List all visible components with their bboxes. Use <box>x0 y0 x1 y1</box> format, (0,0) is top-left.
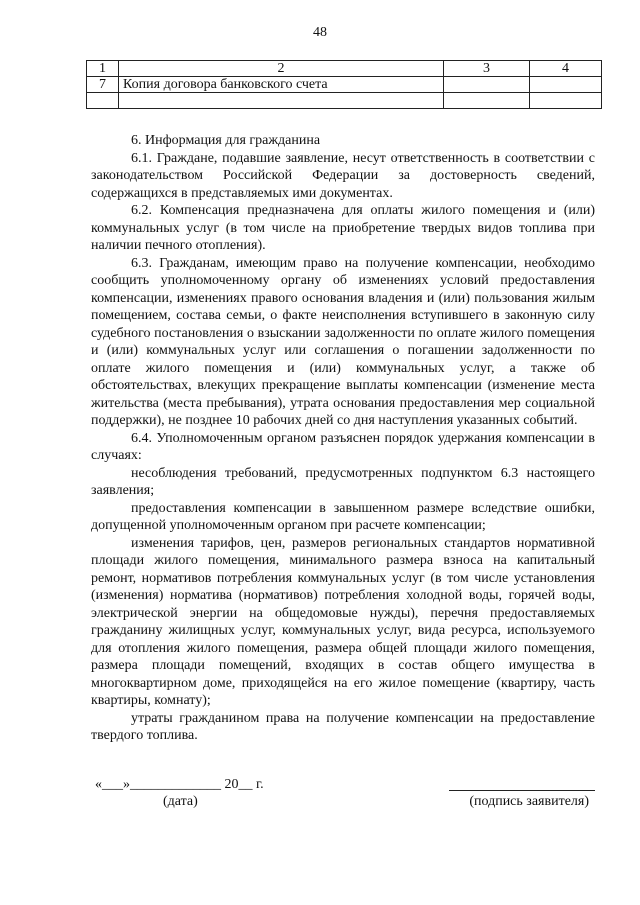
paragraph-6-4: 6.4. Уполномоченным органом разъяснен порядок удержания компенсации в случаях: <box>91 430 595 463</box>
section-heading: 6. Информация для гражданина <box>131 133 321 148</box>
paragraph-6-1: 6.1. Граждане, подавшие заявление, несут ответственность в соответствии с законодательством Российской Федерации за достоверность сведений, содержащихся в представляемых ими документах. <box>91 150 595 201</box>
date-caption: (дата) <box>163 794 198 809</box>
list-item-nonobservance: несоблюдения требований, предусмотренных подпунктом 6.3 настоящего заявления; <box>91 465 595 498</box>
table-header-cell: 4 <box>530 61 602 77</box>
table-row <box>87 77 602 93</box>
paragraph-6-3: 6.3. Гражданам, имеющим право на получение компенсации, необходимо сообщить уполномоченному органу об изменениях условий предоставления компенсации, изменениях правого основания владения и (или) пользования жилым помещением, состава семьи, о факте неисполнения вступившего в законную силу судебного постановления о взыскании задолженности по оплате жилого помещения и (или) коммунальных услуг или соглашения о погашении задолженности по оплате жилого помещения и (или) коммунальных услуг, а также об обстоятельствах, влекущих прекращение выплаты компенсации (изменение места жительства (места пребывания), утрата основания предоставления мер социальной поддержки), не позднее 10 рабочих дней со дня наступления указанных событий. <box>91 255 595 428</box>
table-header-cell: 1 <box>87 61 119 77</box>
table-header-cell: 3 <box>444 61 530 77</box>
table-cell <box>530 77 602 93</box>
list-item-loss-of-right: утраты гражданином права на получение компенсации на предоставление твердого топлива. <box>91 710 595 743</box>
list-item-overpayment: предоставления компенсации в завышенном размере вследствие ошибки, допущенной уполномоченным органом при расчете компенсации; <box>91 500 595 533</box>
page-number: 48 <box>313 25 327 40</box>
documents-table <box>86 60 602 109</box>
signature-line <box>449 790 595 791</box>
table-cell-document: Копия договора банковского счета <box>119 77 444 93</box>
table-cell <box>530 93 602 109</box>
table-cell <box>444 93 530 109</box>
table-cell-number <box>87 93 119 109</box>
section-body <box>91 132 595 745</box>
table-header-cell: 2 <box>119 61 444 77</box>
table-cell-number: 7 <box>87 77 119 93</box>
signature-caption: (подпись заявителя) <box>469 794 589 809</box>
table-cell <box>444 77 530 93</box>
table-header-row <box>87 61 602 77</box>
list-item-tariff-change: изменения тарифов, цен, размеров региональных стандартов нормативной площади жилого помещения, минимального размера взноса на капитальный ремонт, нормативов потребления коммунальных услуг (в том числе установления (изменения) норматива (нормативов) потребления холодной воды, горячей воды, электрической энергии на общедомовые нужды), перечня предоставляемых гражданину жилищных услуг, коммунальных услуг, вида ресурса, используемого для отопления жилого помещения, размера общей площади жилого помещения, размера площади помещений, входящих в состав общего имущества в многоквартирном доме, приходящейся на его жилое помещение (квартиру, часть квартиры, комнату); <box>91 535 595 708</box>
date-line: «___»_____________ 20__ г. <box>95 777 264 792</box>
paragraph-6-2: 6.2. Компенсация предназначена для оплаты жилого помещения и (или) коммунальных услуг (в том числе на приобретение твердых видов топлива при наличии печного отопления). <box>91 203 595 253</box>
table-cell-document <box>119 93 444 109</box>
table-row <box>87 93 602 109</box>
signature-block <box>95 776 595 816</box>
